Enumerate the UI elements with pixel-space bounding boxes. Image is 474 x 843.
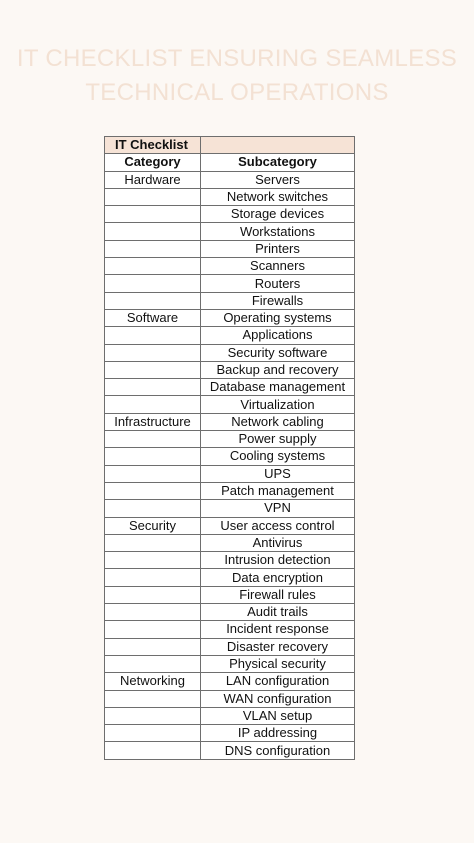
table-row — [105, 309, 355, 326]
table-row — [105, 638, 355, 655]
table-row — [105, 327, 355, 344]
category-cell — [105, 482, 201, 499]
table-row — [105, 223, 355, 240]
category-cell: Infrastructure — [105, 413, 201, 430]
category-cell — [105, 396, 201, 413]
category-cell — [105, 275, 201, 292]
subcategory-cell: Audit trails — [201, 604, 355, 621]
page-title-line-1: IT CHECKLIST ENSURING SEAMLESS — [16, 45, 458, 72]
table-row — [105, 171, 355, 188]
category-cell — [105, 188, 201, 205]
category-cell — [105, 621, 201, 638]
subcategory-cell: LAN configuration — [201, 673, 355, 690]
table-row — [105, 655, 355, 672]
it-checklist-table — [104, 136, 355, 760]
category-cell — [105, 448, 201, 465]
subcategory-cell: DNS configuration — [201, 742, 355, 759]
table-row — [105, 240, 355, 257]
table-row — [105, 413, 355, 430]
table-row — [105, 534, 355, 551]
subcategory-cell: Power supply — [201, 431, 355, 448]
subcategory-cell: Backup and recovery — [201, 361, 355, 378]
subcategory-cell: Storage devices — [201, 206, 355, 223]
table-row — [105, 465, 355, 482]
subcategory-cell: UPS — [201, 465, 355, 482]
category-cell: Security — [105, 517, 201, 534]
table-row — [105, 517, 355, 534]
table-row — [105, 690, 355, 707]
table-row — [105, 742, 355, 759]
subcategory-cell: Applications — [201, 327, 355, 344]
category-cell — [105, 223, 201, 240]
table-row — [105, 431, 355, 448]
category-cell — [105, 552, 201, 569]
subcategory-cell: Printers — [201, 240, 355, 257]
table-row — [105, 258, 355, 275]
category-cell — [105, 655, 201, 672]
category-cell — [105, 292, 201, 309]
subcategory-cell: Data encryption — [201, 569, 355, 586]
table-row — [105, 586, 355, 603]
table-row — [105, 673, 355, 690]
subcategory-cell: Security software — [201, 344, 355, 361]
subcategory-cell: Workstations — [201, 223, 355, 240]
category-cell — [105, 431, 201, 448]
category-cell — [105, 604, 201, 621]
category-cell — [105, 725, 201, 742]
subcategory-cell: Antivirus — [201, 534, 355, 551]
subcategory-cell: VPN — [201, 500, 355, 517]
table-row — [105, 500, 355, 517]
subcategory-cell: Scanners — [201, 258, 355, 275]
subcategory-cell: Intrusion detection — [201, 552, 355, 569]
column-header-subcategory: Subcategory — [201, 154, 355, 171]
table-row — [105, 206, 355, 223]
subcategory-cell: Firewall rules — [201, 586, 355, 603]
category-cell — [105, 206, 201, 223]
table-row — [105, 396, 355, 413]
subcategory-cell: VLAN setup — [201, 707, 355, 724]
table-title-row — [105, 137, 355, 154]
column-header-category: Category — [105, 154, 201, 171]
category-cell — [105, 361, 201, 378]
table-row — [105, 448, 355, 465]
table-row — [105, 292, 355, 309]
category-cell — [105, 240, 201, 257]
table-row — [105, 569, 355, 586]
subcategory-cell: Network cabling — [201, 413, 355, 430]
category-cell — [105, 569, 201, 586]
page-title — [0, 42, 474, 110]
subcategory-cell: Routers — [201, 275, 355, 292]
table-row — [105, 552, 355, 569]
category-cell: Networking — [105, 673, 201, 690]
table-row — [105, 361, 355, 378]
subcategory-cell: User access control — [201, 517, 355, 534]
subcategory-cell: Operating systems — [201, 309, 355, 326]
category-cell — [105, 465, 201, 482]
subcategory-cell: WAN configuration — [201, 690, 355, 707]
category-cell — [105, 638, 201, 655]
category-cell — [105, 707, 201, 724]
table-row — [105, 379, 355, 396]
category-cell: Hardware — [105, 171, 201, 188]
table-row — [105, 725, 355, 742]
subcategory-cell: Disaster recovery — [201, 638, 355, 655]
subcategory-cell: Firewalls — [201, 292, 355, 309]
category-cell — [105, 327, 201, 344]
table-row — [105, 482, 355, 499]
table-body — [105, 137, 355, 760]
category-cell — [105, 586, 201, 603]
category-cell — [105, 500, 201, 517]
page-title-line-2: TECHNICAL OPERATIONS — [85, 79, 389, 106]
table-row — [105, 604, 355, 621]
category-cell — [105, 344, 201, 361]
table-row — [105, 621, 355, 638]
subcategory-cell: Network switches — [201, 188, 355, 205]
table-row — [105, 344, 355, 361]
table-title-blank-cell — [201, 137, 355, 154]
subcategory-cell: IP addressing — [201, 725, 355, 742]
category-cell — [105, 534, 201, 551]
table-row — [105, 707, 355, 724]
category-cell — [105, 258, 201, 275]
subcategory-cell: Virtualization — [201, 396, 355, 413]
subcategory-cell: Cooling systems — [201, 448, 355, 465]
category-cell — [105, 379, 201, 396]
category-cell — [105, 690, 201, 707]
subcategory-cell: Patch management — [201, 482, 355, 499]
category-cell — [105, 742, 201, 759]
subcategory-cell: Servers — [201, 171, 355, 188]
table-row — [105, 275, 355, 292]
category-cell: Software — [105, 309, 201, 326]
table-title: IT Checklist — [105, 137, 201, 154]
subcategory-cell: Database management — [201, 379, 355, 396]
subcategory-cell: Physical security — [201, 655, 355, 672]
table-row — [105, 188, 355, 205]
table-header-row — [105, 154, 355, 171]
subcategory-cell: Incident response — [201, 621, 355, 638]
